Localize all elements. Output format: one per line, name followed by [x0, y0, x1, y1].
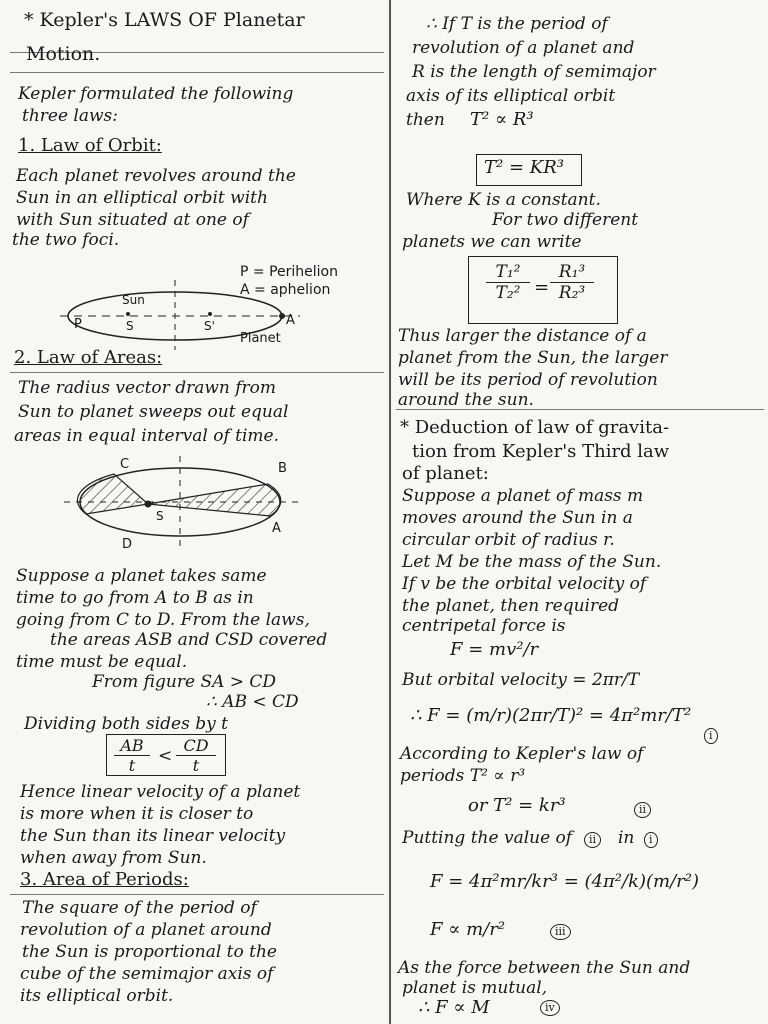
focus-s-label: S [126, 319, 134, 333]
point-d: D [122, 537, 133, 552]
para2: the areas ASB and CSD covered [50, 630, 328, 650]
deduction-text: centripetal force is [402, 616, 566, 636]
law3-text: revolution of a planet around [20, 920, 272, 940]
law1-text: the two foci. [12, 230, 120, 250]
legend-perihelion: P = Perihelion [240, 264, 338, 280]
conclusion-text: Thus larger the distance of a [398, 326, 647, 346]
force-eq-4: F ∝ m/r² [430, 919, 506, 940]
orbital-velocity-eq: But orbital velocity = 2πr/T [402, 670, 640, 690]
period-text: ∴ If T is the period of [426, 14, 608, 34]
tag-i-ref: i [644, 832, 658, 848]
aphelion-label: A [286, 313, 295, 328]
perihelion-label: P [74, 317, 82, 332]
frac-t2: t [192, 756, 200, 775]
putting-in: in [618, 828, 635, 848]
other-focus [208, 312, 212, 316]
intro-line: Kepler formulated the following [18, 84, 294, 104]
boxed-equation-text: T² = KR³ [484, 157, 564, 178]
periods-text: According to Kepler's law of [400, 744, 644, 764]
conclusion-text: planet from the Sun, the larger [398, 348, 668, 368]
para2: going from C to D. From the laws, [16, 610, 310, 630]
law3-text: cube of the semimajor axis of [20, 964, 274, 984]
ratio-t2: T₂² [495, 283, 521, 303]
periods-text: periods T² ∝ r³ [400, 766, 526, 786]
putting-text: Putting the value of [402, 828, 573, 848]
deduction-heading: of planet: [402, 463, 489, 484]
law3-text: the Sun is proportional to the [22, 942, 277, 962]
law1-heading: 1. Law of Orbit: [18, 135, 162, 156]
point-a: A [272, 521, 281, 536]
law2-heading: 2. Law of Areas: [14, 347, 163, 368]
deduction-text: the planet, then required [402, 596, 620, 616]
period-text: R is the length of semimajor [412, 62, 656, 82]
law2-text: Sun to planet sweeps out equal [18, 402, 289, 422]
deduction-heading: tion from Kepler's Third law [412, 441, 670, 462]
focus-s1-label: S' [204, 319, 215, 333]
mutual-text: planet is mutual, [402, 978, 548, 998]
tag-i: i [704, 728, 718, 744]
ratio-t1: T₁² [486, 262, 530, 283]
less-than: < [158, 746, 173, 766]
frac-t: t [128, 756, 136, 775]
tag-iv: iv [540, 1000, 560, 1016]
tag-iii: iii [550, 924, 571, 940]
proportional-eq: T² ∝ R³ [470, 109, 534, 130]
rule-line [10, 372, 384, 373]
law1-text: with Sun situated at one of [16, 210, 249, 230]
sun-focus [126, 312, 130, 316]
point-c: C [120, 457, 130, 472]
deduction-text: circular orbit of radius r. [402, 530, 615, 550]
ratio-r [550, 262, 594, 303]
ratio-t [486, 262, 530, 303]
para3: when away from Sun. [20, 848, 207, 868]
areas-diagram [60, 452, 320, 552]
law2-text: The radius vector drawn from [18, 378, 277, 398]
sector-csd [77, 474, 148, 514]
page-title: * Kepler's LAWS OF Planetar [24, 9, 305, 31]
force-eq-5: ∴ F ∝ M [418, 997, 490, 1018]
page-title-cont: Motion. [26, 43, 101, 65]
point-s: S [156, 509, 164, 523]
point-b: B [278, 461, 287, 476]
para2: time to go from A to B as in [16, 588, 254, 608]
intro-line: three laws: [22, 106, 119, 126]
force-eq-2: ∴ F = (m/r)(2πr/T)² = 4π²mr/T² [410, 705, 692, 726]
planet-label: Planet [240, 331, 281, 346]
planets-text: planets we can write [402, 232, 582, 252]
period-text: revolution of a planet and [412, 38, 635, 58]
deduction-text: Let M be the mass of the Sun. [402, 552, 662, 572]
law3-heading: 3. Area of Periods: [20, 869, 189, 890]
law1-text: Each planet revolves around the [16, 166, 296, 186]
ratio-r2: R₂³ [558, 283, 586, 303]
law2-text: areas in equal interval of time. [14, 426, 280, 446]
para2: Suppose a planet takes same [16, 566, 267, 586]
legend-aphelion: A = aphelion [240, 282, 331, 298]
rule-line [10, 894, 384, 895]
orbit-diagram [50, 258, 380, 350]
mutual-text: As the force between the Sun and [398, 958, 691, 978]
sun-label: Sun [122, 293, 145, 307]
force-eq-3: F = 4π²mr/kr³ = (4π²/k)(m/r²) [430, 871, 700, 892]
deduction-text: moves around the Sun in a [402, 508, 633, 528]
column-divider [389, 0, 391, 1024]
rule-line [10, 72, 384, 73]
period-text: then [406, 110, 445, 130]
law3-text: The square of the period of [22, 898, 257, 918]
deduction-text: Suppose a planet of mass m [402, 486, 644, 506]
para3: is more when it is closer to [20, 804, 254, 824]
tag-ii: ii [634, 802, 651, 818]
frac-cd: CD [176, 736, 216, 756]
kr-eq: or T² = kr³ [468, 795, 566, 816]
conclusion-text: will be its period of revolution [398, 370, 658, 390]
period-text: axis of its elliptical orbit [406, 86, 616, 106]
planet-dot [279, 313, 285, 319]
sector-asb [148, 484, 281, 516]
deduction-text: If v be the orbital velocity of [402, 574, 647, 594]
tag-ii-ref: ii [584, 832, 601, 848]
force-eq-1: F = mv²/r [450, 639, 539, 660]
para2: Dividing both sides by t [24, 714, 228, 734]
ratio-r1: R₁³ [550, 262, 594, 283]
deduction-heading: * Deduction of law of gravita- [400, 417, 670, 438]
ratio-equals: = [534, 277, 550, 298]
para2: time must be equal. [16, 652, 188, 672]
para3: Hence linear velocity of a planet [20, 782, 301, 802]
frac-ab: AB [114, 736, 150, 756]
para2: ∴ AB < CD [206, 692, 299, 712]
para3: the Sun than its linear velocity [20, 826, 286, 846]
law1-text: Sun in an elliptical orbit with [16, 188, 268, 208]
constant-text: Where K is a constant. [406, 190, 601, 210]
frac-ab-t [114, 736, 150, 775]
law3-text: its elliptical orbit. [20, 986, 174, 1006]
para2: From figure SA > CD [92, 672, 277, 692]
sun-point [145, 501, 152, 508]
conclusion-text: around the sun. [398, 390, 534, 410]
frac-cd-t [176, 736, 216, 775]
planets-text: For two different [492, 210, 639, 230]
